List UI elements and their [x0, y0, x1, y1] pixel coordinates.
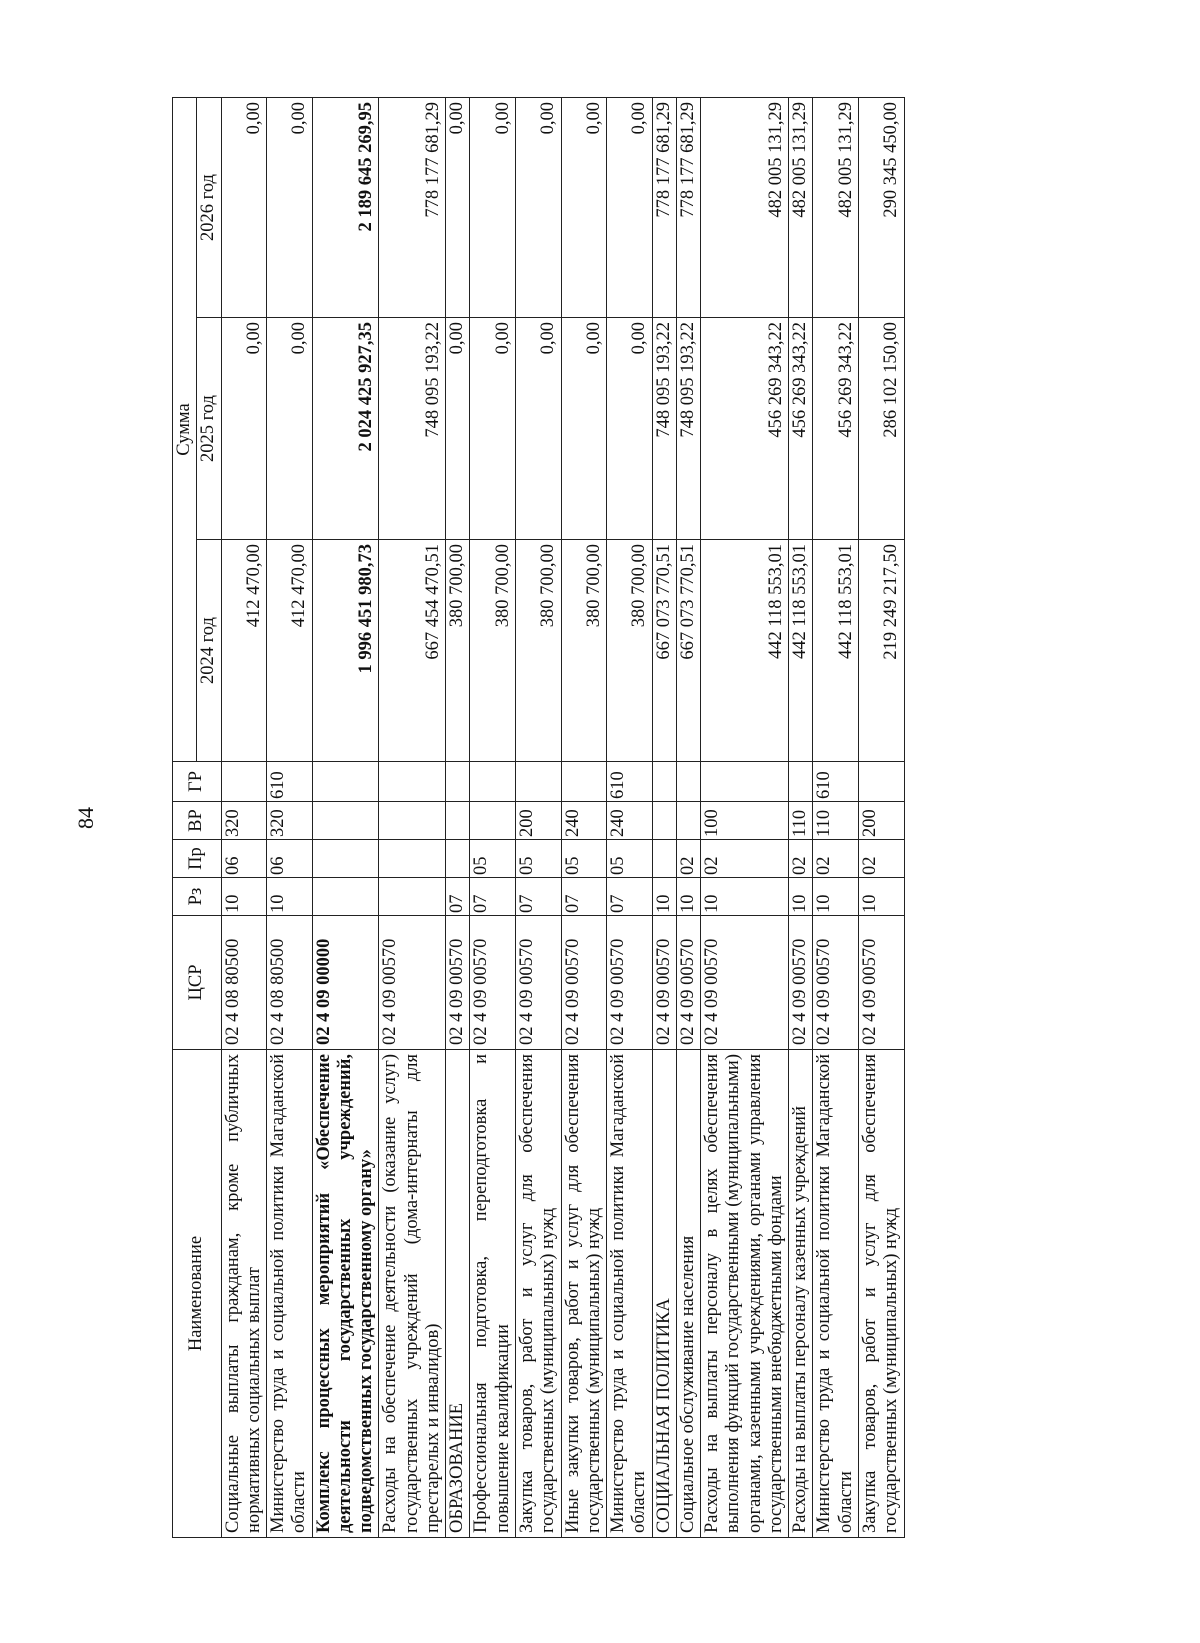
- row-pr: 05: [561, 840, 607, 878]
- row-pr: 06: [267, 840, 313, 878]
- table-row: [267, 97, 313, 1537]
- row-amount-2025: 456 269 343,22: [701, 318, 789, 540]
- row-pr: 02: [858, 840, 904, 878]
- row-pr: 06: [221, 840, 267, 878]
- row-vr: [379, 802, 446, 840]
- row-amount-2025: 0,00: [515, 318, 561, 540]
- row-rz: 07: [515, 878, 561, 916]
- row-amount-2025: 0,00: [561, 318, 607, 540]
- row-pr: 05: [607, 840, 653, 878]
- row-pr: 02: [789, 840, 813, 878]
- header-gr: ГР: [173, 762, 222, 802]
- row-csr: 02 4 09 00570: [607, 916, 653, 1050]
- table-row: [813, 97, 859, 1537]
- row-amount-2025: 456 269 343,22: [789, 318, 813, 540]
- row-amount-2026: 0,00: [470, 97, 516, 317]
- row-rz: 10: [267, 878, 313, 916]
- row-amount-2025: 748 095 193,22: [676, 318, 700, 540]
- table-row: [789, 97, 813, 1537]
- row-gr: [789, 762, 813, 802]
- row-name: Иные закупки товаров, работ и услуг для обеспечения государственных (муниципальных) нужд: [561, 1050, 607, 1538]
- row-csr: 02 4 09 00570: [515, 916, 561, 1050]
- row-amount-2024: 442 118 553,01: [813, 540, 859, 762]
- header-2026: 2026 год: [197, 97, 221, 317]
- row-csr: 02 4 09 00570: [446, 916, 470, 1050]
- row-csr: 02 4 08 80500: [221, 916, 267, 1050]
- row-amount-2026: 290 345 450,00: [858, 97, 904, 317]
- row-rz: 10: [221, 878, 267, 916]
- row-vr: [312, 802, 379, 840]
- row-amount-2026: 0,00: [515, 97, 561, 317]
- row-amount-2024: 442 118 553,01: [701, 540, 789, 762]
- row-gr: 610: [813, 762, 859, 802]
- row-name: Профессиональная подготовка, переподготовка и повышение квалификации: [470, 1050, 516, 1538]
- row-csr: 02 4 09 00570: [701, 916, 789, 1050]
- row-amount-2026: 0,00: [561, 97, 607, 317]
- row-amount-2025: 0,00: [221, 318, 267, 540]
- row-vr: 240: [607, 802, 653, 840]
- row-rz: 10: [676, 878, 700, 916]
- row-amount-2024: 667 454 470,51: [379, 540, 446, 762]
- row-rz: 07: [607, 878, 653, 916]
- row-amount-2024: 667 073 770,51: [652, 540, 676, 762]
- row-amount-2024: 380 700,00: [607, 540, 653, 762]
- row-amount-2025: 0,00: [446, 318, 470, 540]
- row-rz: 10: [813, 878, 859, 916]
- row-amount-2026: 482 005 131,29: [701, 97, 789, 317]
- page-number: 84: [73, 807, 98, 829]
- header-vr: ВР: [173, 802, 222, 840]
- row-name: Закупка товаров, работ и услуг для обеспечения государственных (муниципальных) нужд: [858, 1050, 904, 1538]
- row-amount-2024: 380 700,00: [515, 540, 561, 762]
- row-csr: 02 4 09 00570: [789, 916, 813, 1050]
- row-name: Социальные выплаты гражданам, кроме публичных нормативных социальных выплат: [221, 1050, 267, 1538]
- row-rz: 07: [561, 878, 607, 916]
- row-amount-2024: 380 700,00: [470, 540, 516, 762]
- row-gr: [379, 762, 446, 802]
- row-pr: 02: [676, 840, 700, 878]
- row-gr: 610: [267, 762, 313, 802]
- row-amount-2024: 412 470,00: [267, 540, 313, 762]
- table-row: [858, 97, 904, 1537]
- row-rz: 07: [470, 878, 516, 916]
- row-amount-2025: 748 095 193,22: [652, 318, 676, 540]
- row-csr: 02 4 09 00000: [312, 916, 379, 1050]
- row-vr: [470, 802, 516, 840]
- row-amount-2026: 0,00: [446, 97, 470, 317]
- row-rz: 10: [789, 878, 813, 916]
- row-rz: 10: [701, 878, 789, 916]
- row-name: ОБРАЗОВАНИЕ: [446, 1050, 470, 1538]
- row-amount-2026: 0,00: [607, 97, 653, 317]
- row-gr: 610: [607, 762, 653, 802]
- header-pr: Пр: [173, 840, 222, 878]
- row-csr: 02 4 09 00570: [652, 916, 676, 1050]
- table-row: [470, 97, 516, 1537]
- row-amount-2024: 442 118 553,01: [789, 540, 813, 762]
- row-csr: 02 4 09 00570: [470, 916, 516, 1050]
- table-row: [607, 97, 653, 1537]
- row-csr: 02 4 09 00570: [858, 916, 904, 1050]
- row-amount-2026: 0,00: [221, 97, 267, 317]
- row-pr: [379, 840, 446, 878]
- row-pr: 02: [701, 840, 789, 878]
- row-amount-2026: 482 005 131,29: [789, 97, 813, 317]
- row-amount-2025: 286 102 150,00: [858, 318, 904, 540]
- row-amount-2026: 2 189 645 269,95: [312, 97, 379, 317]
- row-vr: 200: [858, 802, 904, 840]
- row-rz: 10: [858, 878, 904, 916]
- table-row: [515, 97, 561, 1537]
- row-name: Расходы на выплаты персоналу в целях обеспечения выполнения функций государственными (муниципальными) органами, казенными учреждениями, органами управления государственными внебюджетными фондами: [701, 1050, 789, 1538]
- row-amount-2024: 667 073 770,51: [676, 540, 700, 762]
- row-gr: [312, 762, 379, 802]
- row-amount-2024: 412 470,00: [221, 540, 267, 762]
- header-row-1: [173, 97, 197, 1537]
- row-gr: [470, 762, 516, 802]
- header-rz: Рз: [173, 878, 222, 916]
- row-pr: 02: [813, 840, 859, 878]
- row-amount-2025: 748 095 193,22: [379, 318, 446, 540]
- table-row: [652, 97, 676, 1537]
- row-amount-2026: 482 005 131,29: [813, 97, 859, 317]
- row-pr: [446, 840, 470, 878]
- row-gr: [221, 762, 267, 802]
- table-row: [312, 97, 379, 1537]
- row-pr: 05: [515, 840, 561, 878]
- row-gr: [446, 762, 470, 802]
- header-csr: ЦСР: [173, 916, 222, 1050]
- row-vr: 240: [561, 802, 607, 840]
- row-gr: [515, 762, 561, 802]
- row-name: Министерство труда и социальной политики Магаданской области: [267, 1050, 313, 1538]
- row-rz: [312, 878, 379, 916]
- row-csr: 02 4 08 80500: [267, 916, 313, 1050]
- row-amount-2025: 456 269 343,22: [813, 318, 859, 540]
- row-vr: 200: [515, 802, 561, 840]
- row-vr: 110: [813, 802, 859, 840]
- table-row: [701, 97, 789, 1537]
- header-sum: Сумма: [173, 97, 197, 761]
- table-row: [379, 97, 446, 1537]
- row-amount-2026: 0,00: [267, 97, 313, 317]
- row-rz: 10: [652, 878, 676, 916]
- row-amount-2024: 1 996 451 980,73: [312, 540, 379, 762]
- budget-table: [172, 97, 905, 1538]
- row-name: Министерство труда и социальной политики Магаданской области: [607, 1050, 653, 1538]
- header-2024: 2024 год: [197, 540, 221, 762]
- row-csr: 02 4 09 00570: [379, 916, 446, 1050]
- row-pr: [652, 840, 676, 878]
- row-name: Министерство труда и социальной политики Магаданской области: [813, 1050, 859, 1538]
- row-csr: 02 4 09 00570: [676, 916, 700, 1050]
- row-vr: [676, 802, 700, 840]
- row-amount-2026: 778 177 681,29: [652, 97, 676, 317]
- row-name: Комплекс процессных мероприятий «Обеспечение деятельности государственных учреждений, подведомственных государственному органу»: [312, 1050, 379, 1538]
- row-rz: 07: [446, 878, 470, 916]
- row-gr: [561, 762, 607, 802]
- row-amount-2025: 2 024 425 927,35: [312, 318, 379, 540]
- row-vr: [652, 802, 676, 840]
- table-row: [561, 97, 607, 1537]
- row-vr: [446, 802, 470, 840]
- header-name: Наименование: [173, 1050, 222, 1538]
- row-name: СОЦИАЛЬНАЯ ПОЛИТИКА: [652, 1050, 676, 1538]
- row-name: Расходы на выплаты персоналу казенных учреждений: [789, 1050, 813, 1538]
- row-amount-2026: 778 177 681,29: [379, 97, 446, 317]
- row-gr: [676, 762, 700, 802]
- budget-table-rotated: [172, 98, 1072, 1538]
- row-name: Социальное обслуживание населения: [676, 1050, 700, 1538]
- row-rz: [379, 878, 446, 916]
- row-gr: [858, 762, 904, 802]
- row-pr: 05: [470, 840, 516, 878]
- table-body: [221, 97, 904, 1537]
- row-amount-2024: 380 700,00: [446, 540, 470, 762]
- row-csr: 02 4 09 00570: [561, 916, 607, 1050]
- row-amount-2024: 380 700,00: [561, 540, 607, 762]
- table-row: [446, 97, 470, 1537]
- row-csr: 02 4 09 00570: [813, 916, 859, 1050]
- row-vr: 320: [221, 802, 267, 840]
- row-vr: 100: [701, 802, 789, 840]
- row-amount-2025: 0,00: [607, 318, 653, 540]
- row-amount-2025: 0,00: [470, 318, 516, 540]
- header-2025: 2025 год: [197, 318, 221, 540]
- table-row: [676, 97, 700, 1537]
- row-amount-2024: 219 249 217,50: [858, 540, 904, 762]
- row-name: Закупка товаров, работ и услуг для обеспечения государственных (муниципальных) нужд: [515, 1050, 561, 1538]
- row-amount-2026: 778 177 681,29: [676, 97, 700, 317]
- row-gr: [652, 762, 676, 802]
- row-name: Расходы на обеспечение деятельности (оказание услуг) государственных учреждений (дома-интернаты для престарелых и инвалидов): [379, 1050, 446, 1538]
- row-vr: 110: [789, 802, 813, 840]
- row-pr: [312, 840, 379, 878]
- row-amount-2025: 0,00: [267, 318, 313, 540]
- row-gr: [701, 762, 789, 802]
- table-row: [221, 97, 267, 1537]
- row-vr: 320: [267, 802, 313, 840]
